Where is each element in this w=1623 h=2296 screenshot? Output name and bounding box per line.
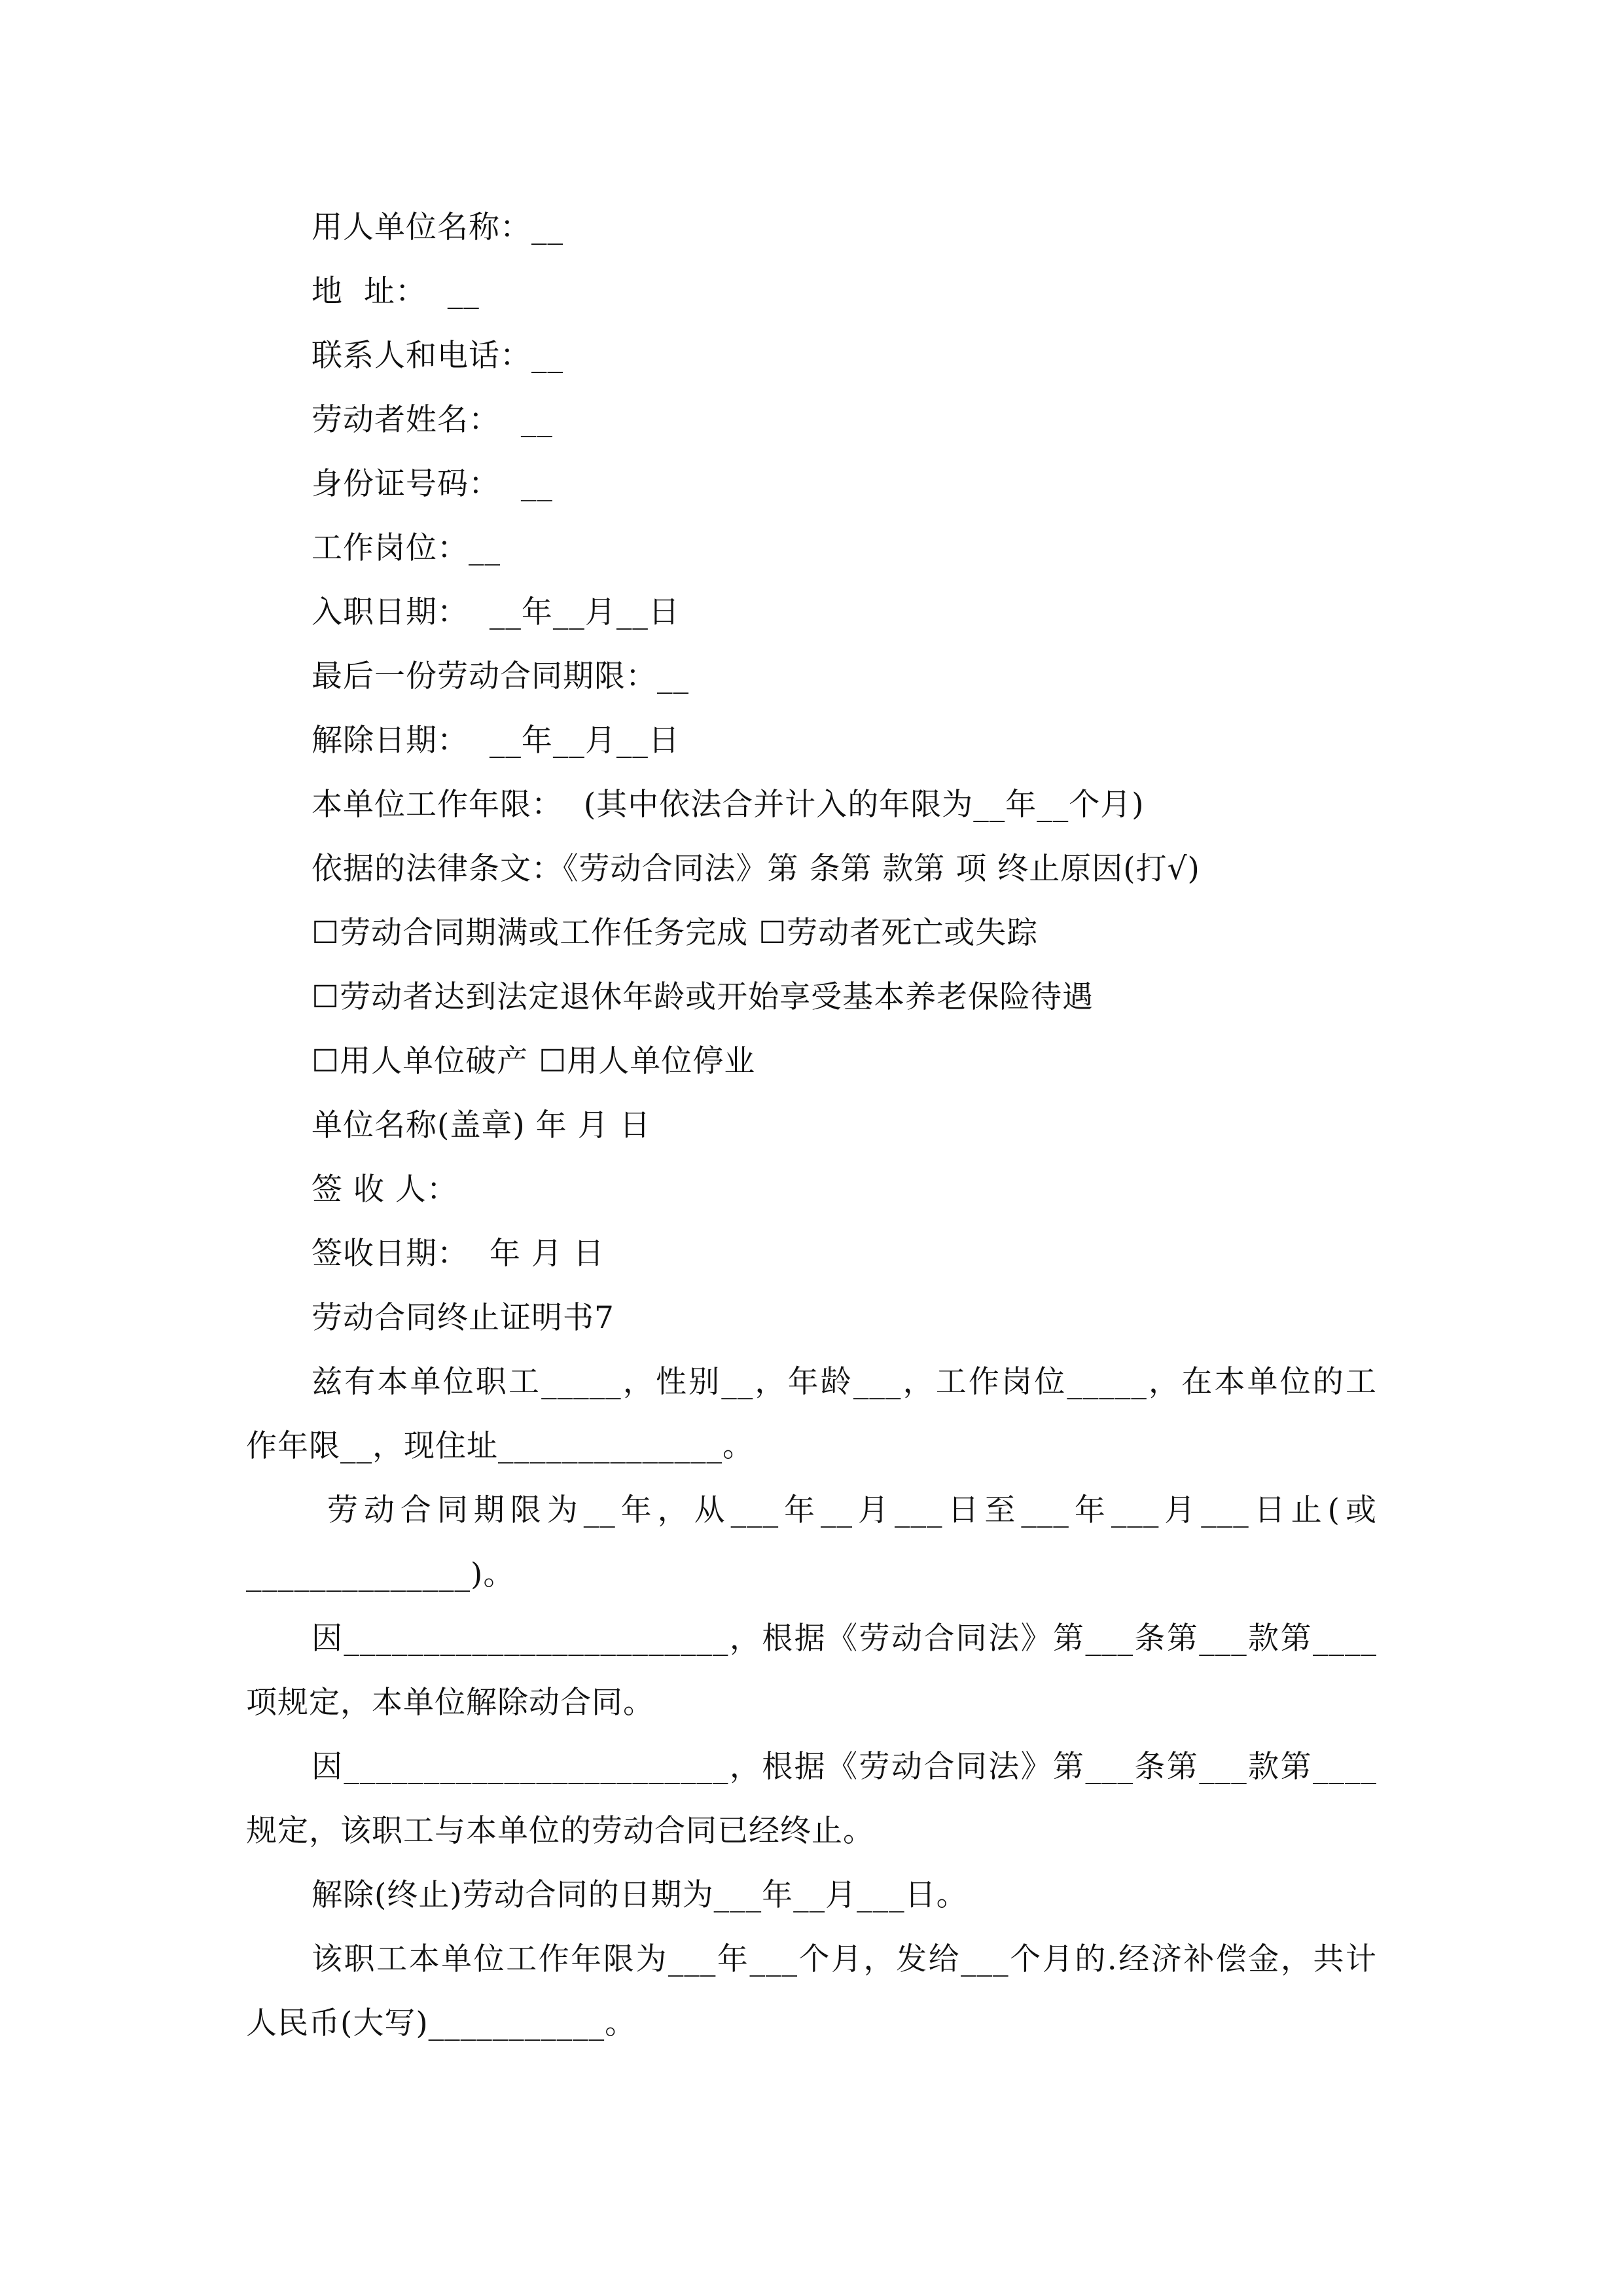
paragraph-line: 项规定，本单位解除动合同。	[246, 1685, 654, 1721]
paragraph-line: 因________________________，根据《劳动合同法》第___条第___款第____	[312, 1749, 1377, 1785]
worker-name-field: 劳动者姓名： __	[312, 402, 553, 438]
service-years-field: 本单位工作年限： (其中依法合并计入的年限为__年__个月)	[312, 787, 1145, 823]
contact-field: 联系人和电话：__	[312, 338, 563, 374]
paragraph-line: 因________________________，根据《劳动合同法》第___条第___款第____	[312, 1621, 1377, 1657]
address-field: 地 址： __	[312, 274, 480, 310]
position-field: 工作岗位：__	[312, 530, 501, 566]
entry-date-field: 入职日期： __年__月__日	[312, 594, 680, 630]
paragraph-line: 人民币(大写)___________。	[246, 2005, 637, 2041]
paragraph-line: 劳动合同期限为__年，从___年__月___日至___年___月___日止(或	[312, 1492, 1377, 1528]
reason-option-line: ☐劳动合同期满或工作任务完成 ☐劳动者死亡或失踪	[312, 915, 1039, 951]
paragraph-line: 兹有本单位职工_____，性别__，年龄___，工作岗位_____，在本单位的工	[312, 1364, 1377, 1400]
legal-basis-field: 依据的法律条文：《劳动合同法》第 条第 款第 项 终止原因(打√)	[312, 851, 1200, 887]
paragraph-line: 规定，该职工与本单位的劳动合同已经终止。	[246, 1813, 874, 1849]
termination-date-field: 解除日期： __年__月__日	[312, 723, 680, 759]
paragraph-line: 作年限__，现住址______________。	[246, 1428, 754, 1464]
certificate-title: 劳动合同终止证明书7	[312, 1300, 615, 1336]
last-contract-field: 最后一份劳动合同期限：__	[312, 658, 689, 694]
employer-name-field: 用人单位名称：__	[312, 209, 563, 245]
id-number-field: 身份证号码： __	[312, 466, 553, 502]
paragraph-line: 解除(终止)劳动合同的日期为___年__月___日。	[312, 1877, 968, 1913]
reason-option-line: ☐用人单位破产 ☐用人单位停业	[312, 1043, 756, 1079]
sign-date-line: 签收日期： 年 月 日	[312, 1236, 605, 1272]
signer-line: 签 收 人：	[312, 1172, 458, 1208]
paragraph-line: 该职工本单位工作年限为___年___个月，发给___个月的.经济补偿金，共计	[312, 1941, 1377, 1977]
paragraph-line: ______________)。	[246, 1556, 515, 1592]
reason-option-line: ☐劳动者达到法定退休年龄或开始享受基本养老保险待遇	[312, 979, 1094, 1015]
seal-line: 单位名称(盖章) 年 月 日	[312, 1107, 651, 1143]
